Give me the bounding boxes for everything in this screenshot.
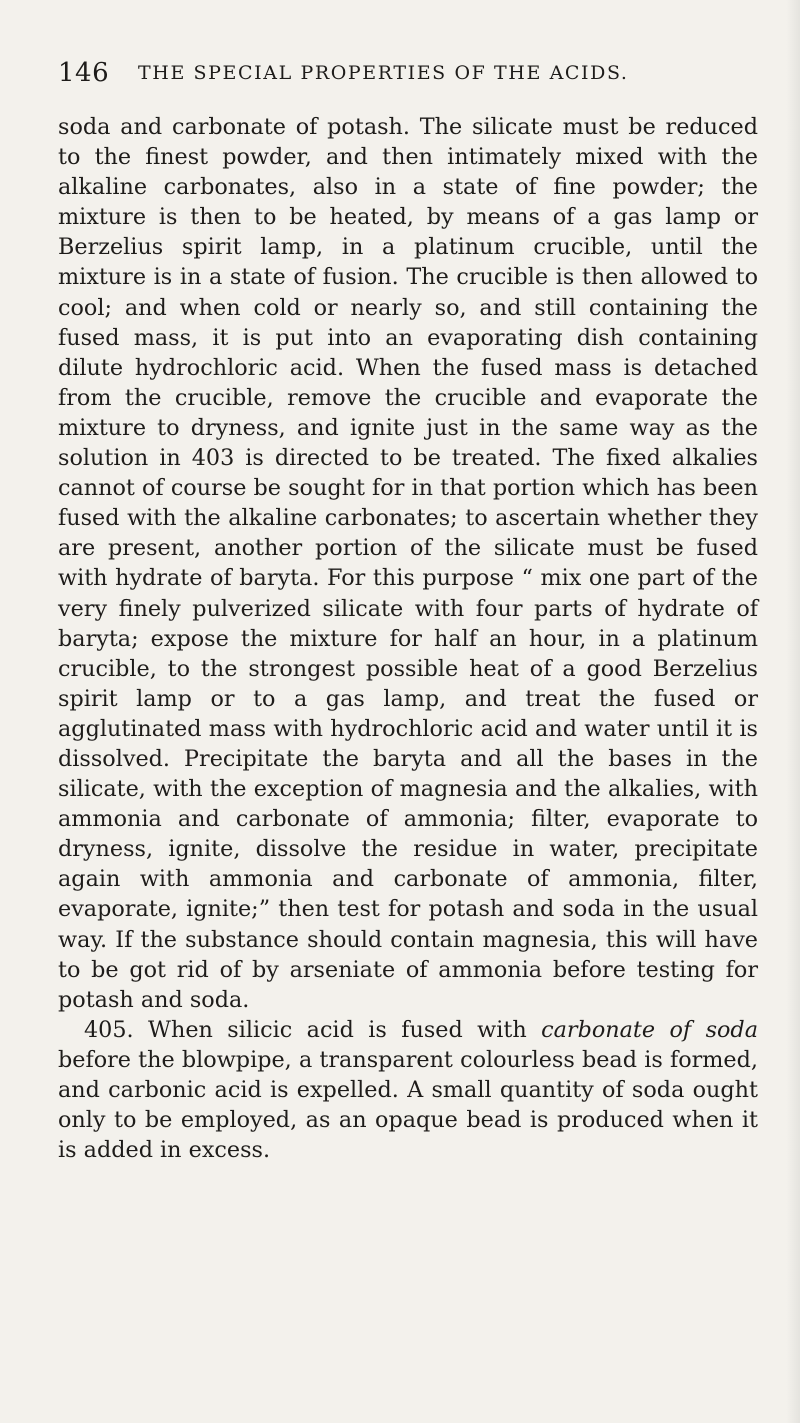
page-header [58, 58, 758, 94]
page-number: 146 [58, 58, 110, 88]
body-text [58, 112, 758, 1165]
page-edge-shadow [786, 0, 800, 1423]
paragraph-405 [58, 1015, 758, 1165]
paragraph-405-lead: 405. When silicic acid is fused with [84, 1016, 542, 1043]
paragraph-405-rest: before the blowpipe, a transparent colourless bead is formed, and carbonic acid is expelled. A small quantity of soda ought only to be employed, as an opaque bead is produced when it is added in excess. [58, 1046, 758, 1164]
paragraph-405-emphasis: carbonate of soda [541, 1016, 758, 1043]
running-title: THE SPECIAL PROPERTIES OF THE ACIDS. [138, 62, 629, 84]
paragraph-continuation: soda and carbonate of potash. The silicate must be reduced to the finest powder, and then intimately mixed with the alkaline carbonates, also in a state of fine powder; the mixture is then to be heated, by means of a gas lamp or Berzelius spirit lamp, in a platinum crucible, until the mixture is in a state of fusion. The crucible is then allowed to cool; and when cold or nearly so, and still containing the fused mass, it is put into an evaporating dish containing dilute hydrochloric acid. When the fused mass is detached from the crucible, remove the crucible and evaporate the mixture to dryness, and ignite just in the same way as the solution in 403 is directed to be treated. The fixed alkalies cannot of course be sought for in that portion which has been fused with the alkaline carbonates; to ascertain whether they are present, another portion of the silicate must be fused with hydrate of baryta. For this purpose “ mix one part of the very finely pulverized silicate with four parts of hydrate of baryta; expose the mixture for half an hour, in a platinum crucible, to the strongest possible heat of a good Berzelius spirit lamp or to a gas lamp, and treat the fused or agglutinated mass with hydrochloric acid and water until it is dissolved. Precipitate the baryta and all the bases in the silicate, with the exception of magnesia and the alkalies, with ammonia and carbonate of ammonia; filter, evaporate to dryness, ignite, dissolve the residue in water, precipitate again with ammonia and carbonate of ammonia, filter, evaporate, ignite;” then test for potash and soda in the usual way. If the substance should contain magnesia, this will have to be got rid of by arseniate of ammonia before testing for potash and soda. [58, 114, 758, 1013]
